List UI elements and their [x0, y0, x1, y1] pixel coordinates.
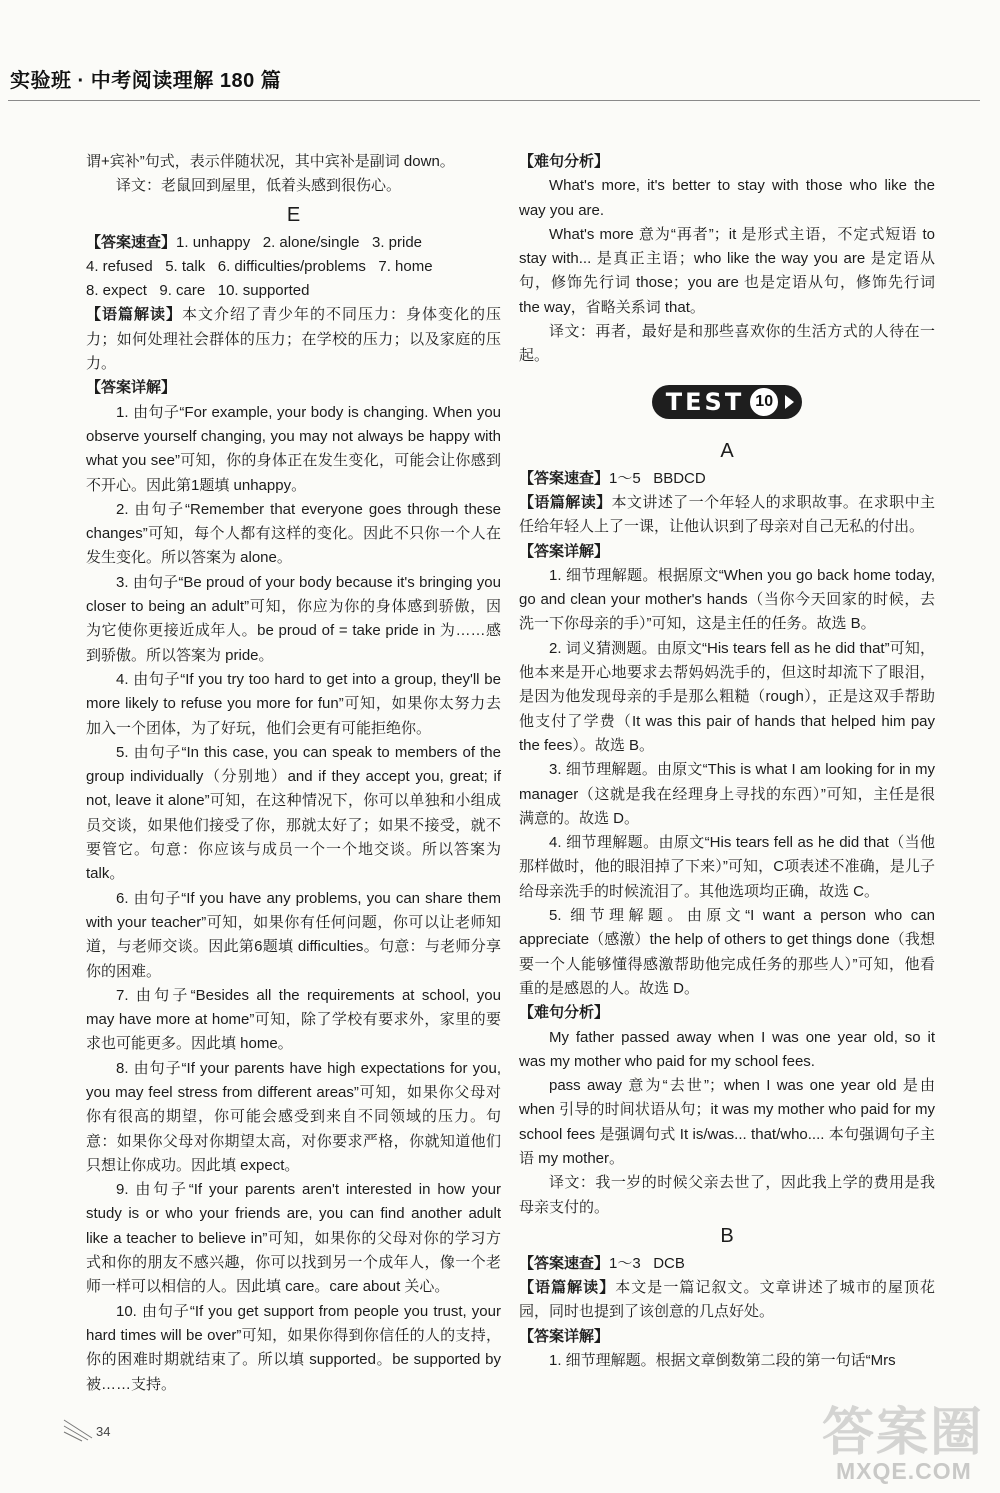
- answer-detail-3: 3. 由句子“Be proud of your body because it's bringing you closer to being an adult”可知，你应为你的身体感到骄傲，因为它使你更接近成年人。be proud of = take pride in 为……感到骄傲。所以答案为 pride。: [86, 573, 501, 664]
- answer-detail-4: 4. 由句子“If you try too hard to get into a group, they'll be more likely to refuse you more for fun”可知，如果你太努力去加入一个团体，为了好玩，他们会更有可能拒绝你。: [86, 670, 501, 737]
- test-badge-number: 10: [748, 386, 780, 418]
- answer-key-text: 1～3 DCB: [609, 1254, 685, 1272]
- answer-detail-6: 6. 由句子“If you have any problems, you can share them with your teacher”可知，如果你有任何问题，你可以让老师知道，与老师交谈。因此第6题填 difficulties。句意：与老师分享你的困难。: [86, 889, 501, 980]
- hard-sentence-analysis: What's more 意为“再者”；it 是形式主语，不定式短语 to stay with... 是真正主语；who like the way you are 是定语从句，修饰先行词 those；you are 也是定语从句，修饰先行词 the way，省略关系词 that。: [519, 225, 935, 316]
- answer-key-text: 8. expect 9. care 10. supported: [86, 282, 310, 300]
- hard-sentence-translation: 译文：再者，最好是和那些喜欢你的生活方式的人待在一起。: [519, 323, 935, 365]
- answer-detail-8: 8. 由句子“If your parents have high expectations for you, you may feel stress from different areas”可知，如果你父母对你有很高的期望，你可能会感受到来自不同领域的压力。句意：如果你父母对你期望太高，对你要求严格，你就知道他们只想让你成功。因此填 expect。: [86, 1059, 501, 1174]
- hard-sentence-analysis: pass away 意为“去世”；when I was one year old 是由 when 引导的时间状语从句；it was my mother who paid for my school fees 是强调句式 It is/was... that/who.... 本句强调句子主语 my mother。: [519, 1077, 935, 1167]
- arrow-right-icon: [785, 395, 794, 409]
- answer-detail-5: 5. 由句子“In this case, you can speak to members of the group individually（分别地）and if they accept you, great; if not, leave it alone”可知，在这种情况下，你可以单独和小组成员交谈，如果他们接受了你，那就太好了；如果不接受，就不要管它。句意：你应该与成员一个一个地交谈。所以答案为 talk。: [86, 743, 501, 883]
- answer-detail-7: 7. 由句子“Besides all the requirements at school, you may have more at home”可知，除了学校有要求外，家里的要求也可能更多。因此填 home。: [86, 986, 501, 1053]
- test-badge-text: TEST: [665, 387, 745, 416]
- page-corner-decoration: [62, 1416, 96, 1442]
- carryover-text: 谓+宾补”句式，表示伴随状况，其中宾补是副词 down。: [86, 153, 455, 170]
- summary-label: 【语篇解读】: [519, 493, 612, 511]
- answer-detail-4: 4. 细节理解题。由原文“His tears fell as he did that（当他那样做时，他的眼泪掉了下来）”可知，C项表述不准确，是儿子给母亲洗手的时候流泪了。其他选项均正确，故选 C。: [519, 834, 935, 900]
- decoration-stroke: [64, 1432, 82, 1441]
- hard-sentence-label: 【难句分析】: [519, 1004, 610, 1022]
- test-badge: [652, 385, 802, 419]
- passage-summary: [86, 303, 501, 376]
- answer-detail-3: 3. 细节理解题。由原文“This is what I am looking for in my manager（这就是我在经理身上寻找的东西）”可知，主任是很满意的。故选 D。: [519, 761, 935, 827]
- right-column: [519, 150, 935, 1373]
- answer-detail-9: 9. 由句子“If your parents aren't interested in how your study is or who your friends are, you can find another adult like a teacher to believe in”可知，如果你的父母对你的学习方式和你的朋友不感兴趣，你可以找到另一个成年人，像一个老师一样可以相信的人。因此填 care。care about 关心。: [86, 1181, 501, 1296]
- details-label: 【答案详解】: [86, 379, 177, 397]
- page-number: 34: [96, 1424, 111, 1439]
- answer-detail-1: 1. 细节理解题。根据原文“When you go back home today, go and clean your mother's hands（当你今天回家的时候，去洗一下你母亲的手）”可知，这是主任的任务。故选 B。: [519, 566, 935, 633]
- test-badge-row: [519, 369, 935, 435]
- section-heading-e: E: [286, 203, 301, 226]
- answer-detail-2: 2. 词义猜测题。由原文“His tears fell as he did that”可知，他本来是开心地要求去帮妈妈洗手的，但这时却流下了眼泪，是因为他发现母亲的手是那么粗糙（rough），正是这双手帮助他支付了学费（It was this pair of hands that helped him pay the fees）。故选 B。: [519, 639, 935, 754]
- answer-detail-1: 1. 由句子“For example, your body is changing. When you observe yourself changing, you may not always be happy with what you see”可知，你的身体正在发生变化，可能会让你感到不开心。因此第1题填 unhappy。: [86, 403, 501, 494]
- answer-detail-2: 2. 由句子“Remember that everyone goes through these changes”可知，每个人都有这样的变化。因此不只你一个人在发生变化。所以答案为 alone。: [86, 500, 501, 567]
- summary-label: 【语篇解读】: [86, 306, 182, 324]
- hard-sentence: What's more, it's better to stay with those who like the way you are.: [519, 177, 935, 219]
- summary-label: 【语篇解读】: [519, 1279, 616, 1297]
- answer-detail-5: 5. 细节理解题。由原文“I want a person who can appreciate（感激）the help of others to get things done（我想要一个人能够懂得感激帮助他完成任务的那些人）”可知，他看重的是感恩的人。故选 D。: [519, 907, 935, 997]
- details-label: 【答案详解】: [519, 542, 610, 560]
- answer-key-line: [519, 1252, 935, 1276]
- watermark-brand: 答案圈: [822, 1404, 985, 1462]
- answer-key-label: 【答案速查】: [519, 469, 610, 487]
- carryover-translation: 译文：老鼠回到屋里，低着头感到很伤心。: [116, 177, 402, 195]
- summary-text: 本文是一篇记叙文。文章讲述了城市的屋顶花园，同时也提到了该创意的几点好处。: [519, 1279, 935, 1321]
- section-heading-a: A: [720, 439, 734, 462]
- section-heading-b: B: [720, 1224, 734, 1247]
- answer-key-text: 4. refused 5. talk 6. difficulties/problems 7. home: [86, 257, 433, 275]
- passage-summary: [519, 1276, 935, 1325]
- summary-text: 本文介绍了青少年的不同压力：身体变化的压力；如何处理社会群体的压力；在学校的压力；以及家庭的压力。: [86, 306, 501, 373]
- answer-key-line: [519, 467, 935, 491]
- summary-text: 本文讲述了一个年轻人的求职故事。在求职中主任给年轻人上了一课，让他认识到了母亲对自己无私的付出。: [519, 493, 935, 536]
- answer-detail-1: 1. 细节理解题。根据文章倒数第二段的第一句话“Mrs: [549, 1352, 896, 1370]
- answer-detail-10: 10. 由句子“If you get support from people you trust, your hard times will be over”可知，如果你得到你信任的人的支持，你的困难时期就结束了。所以填 supported。be supported by 被……支持。: [86, 1302, 501, 1393]
- details-label: 【答案详解】: [519, 1327, 610, 1345]
- hard-sentence: My father passed away when I was one year old, so it was my mother who paid for my school fees.: [519, 1028, 935, 1070]
- page-header-title: 实验班 · 中考阅读理解 180 篇: [10, 70, 282, 92]
- answer-key-text: 1～5 BBDCD: [609, 469, 706, 487]
- hard-sentence-label: 【难句分析】: [519, 153, 610, 170]
- answer-key-line: [86, 231, 501, 255]
- answer-key-label: 【答案速查】: [86, 233, 177, 251]
- hard-sentence-translation: 译文：我一岁的时候父亲去世了，因此我上学的费用是我母亲支付的。: [519, 1174, 935, 1216]
- answer-key-text: 1. unhappy 2. alone/single 3. pride: [176, 233, 423, 251]
- header-divider: [8, 100, 980, 101]
- passage-summary: [519, 491, 935, 540]
- answer-key-label: 【答案速查】: [519, 1254, 610, 1272]
- watermark-site: MXQE.COM: [836, 1458, 972, 1484]
- left-column: [86, 150, 501, 1397]
